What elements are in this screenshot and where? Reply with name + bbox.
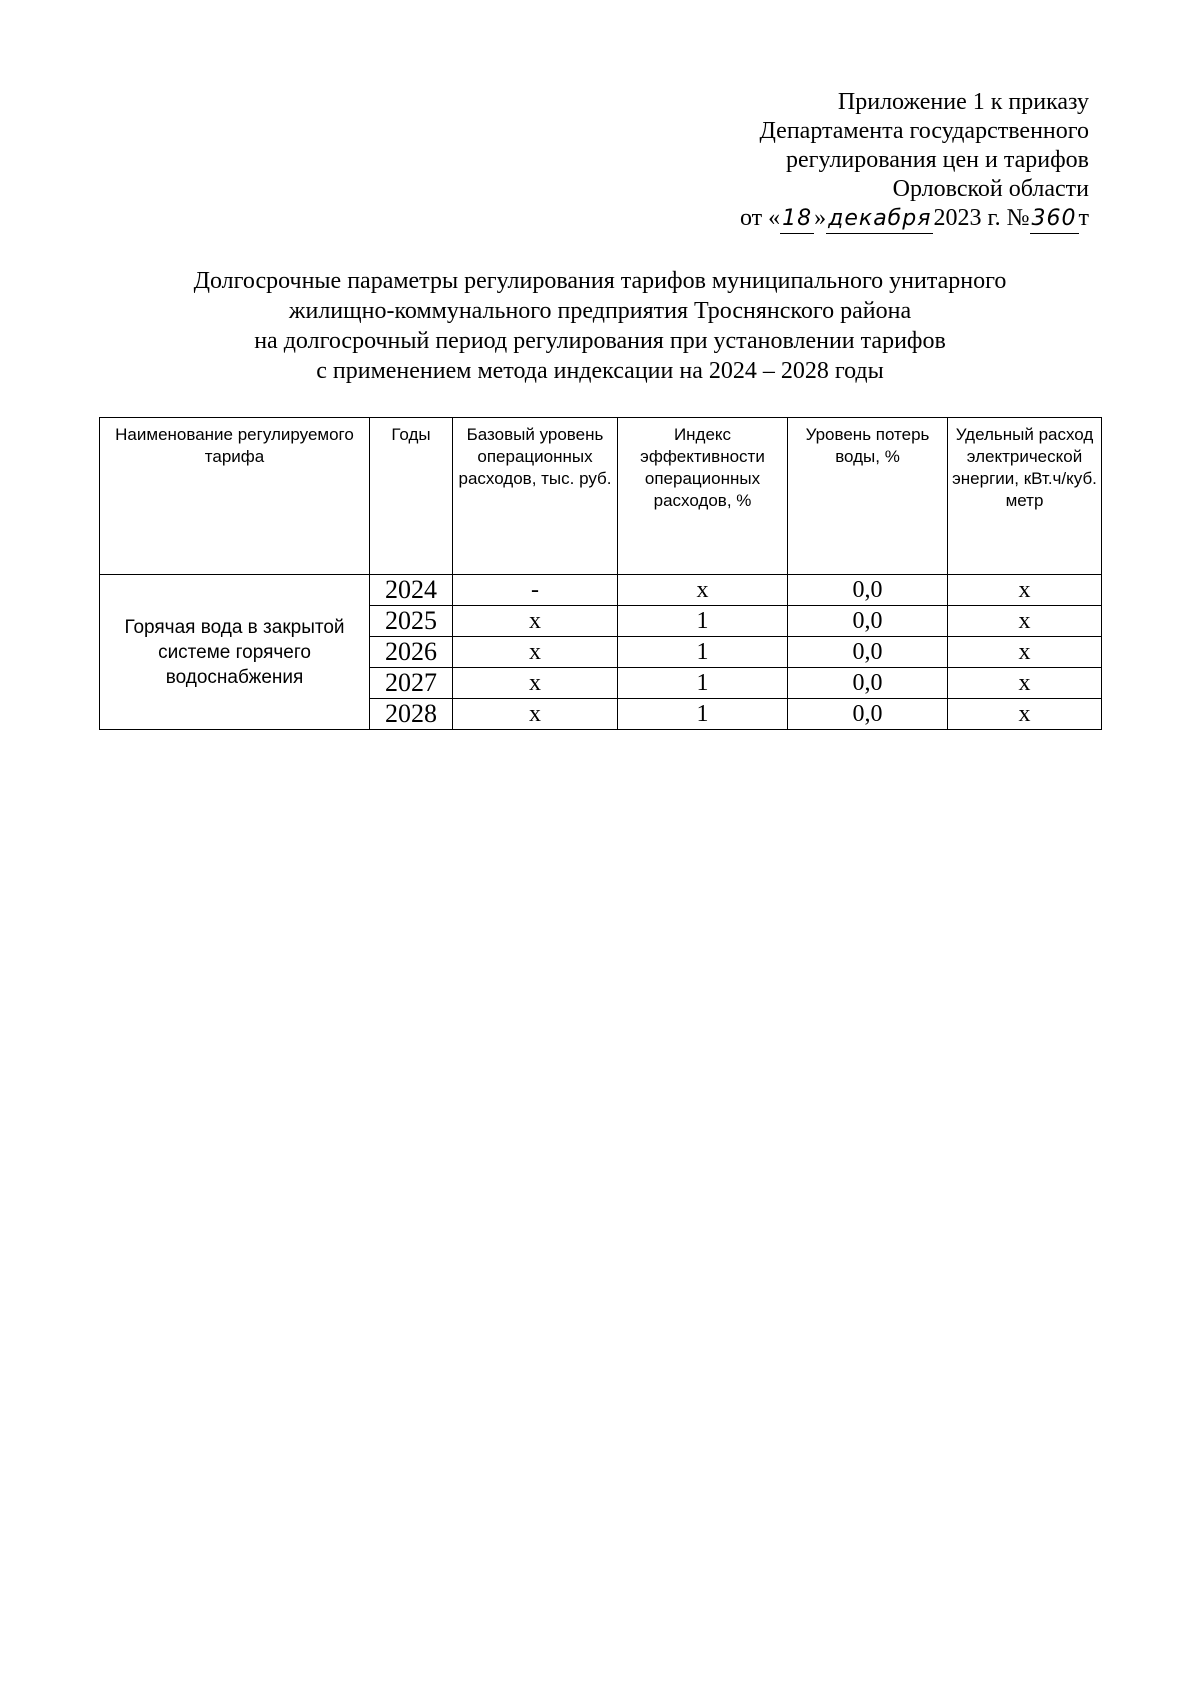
energy-consumption-cell: х bbox=[948, 606, 1102, 637]
order-number-handwritten: 360 bbox=[1030, 204, 1079, 234]
appendix-line-4: Орловской области bbox=[892, 176, 1089, 202]
parameters-table bbox=[99, 417, 1102, 730]
year-cell: 2025 bbox=[370, 606, 453, 637]
water-losses-cell: 0,0 bbox=[788, 575, 948, 606]
energy-consumption-cell: х bbox=[948, 575, 1102, 606]
year-cell: 2024 bbox=[370, 575, 453, 606]
title-line-1: Долгосрочные параметры регулирования тарифов муниципального унитарного bbox=[193, 268, 1007, 294]
header-efficiency-index: Индекс эффективности операционных расходов, % bbox=[618, 418, 788, 575]
energy-consumption-cell: х bbox=[948, 699, 1102, 730]
title-line-2: жилищно-коммунального предприятия Троснянского района bbox=[288, 298, 912, 324]
year-cell: 2027 bbox=[370, 668, 453, 699]
date-year: 2023 г. № bbox=[933, 205, 1030, 231]
document-title bbox=[100, 266, 1100, 386]
efficiency-index-cell: 1 bbox=[618, 637, 788, 668]
order-number-suffix: т bbox=[1078, 205, 1089, 231]
title-line-3: на долгосрочный период регулирования при установлении тарифов bbox=[254, 328, 946, 354]
base-opex-cell: х bbox=[453, 668, 618, 699]
date-month-handwritten: декабря bbox=[826, 204, 933, 234]
date-quote-close: » bbox=[814, 205, 827, 231]
date-day-handwritten: 18 bbox=[780, 204, 814, 234]
efficiency-index-cell: х bbox=[618, 575, 788, 606]
header-years: Годы bbox=[370, 418, 453, 575]
water-losses-cell: 0,0 bbox=[788, 699, 948, 730]
base-opex-cell: - bbox=[453, 575, 618, 606]
appendix-line-1: Приложение 1 к приказу bbox=[837, 89, 1089, 115]
energy-consumption-cell: х bbox=[948, 637, 1102, 668]
base-opex-cell: х bbox=[453, 637, 618, 668]
year-cell: 2026 bbox=[370, 637, 453, 668]
table-header-row bbox=[100, 418, 1102, 575]
appendix-line-3: регулирования цен и тарифов bbox=[786, 147, 1089, 173]
appendix-block bbox=[740, 88, 1089, 234]
tariff-name-cell: Горячая вода в закрытой системе горячего водоснабжения bbox=[100, 575, 370, 730]
header-tariff-name: Наименование регулируемого тарифа bbox=[100, 418, 370, 575]
efficiency-index-cell: 1 bbox=[618, 606, 788, 637]
efficiency-index-cell: 1 bbox=[618, 699, 788, 730]
energy-consumption-cell: х bbox=[948, 668, 1102, 699]
header-water-losses: Уровень потерь воды, % bbox=[788, 418, 948, 575]
header-energy-consumption: Удельный расход электрической энергии, кВт.ч/куб. метр bbox=[948, 418, 1102, 575]
date-prefix: от « bbox=[739, 205, 781, 231]
header-base-opex: Базовый уровень операционных расходов, тыс. руб. bbox=[453, 418, 618, 575]
base-opex-cell: х bbox=[453, 699, 618, 730]
water-losses-cell: 0,0 bbox=[788, 606, 948, 637]
table-row bbox=[100, 575, 1102, 606]
efficiency-index-cell: 1 bbox=[618, 668, 788, 699]
title-line-4: с применением метода индексации на 2024 – 2028 годы bbox=[316, 358, 884, 384]
base-opex-cell: х bbox=[453, 606, 618, 637]
water-losses-cell: 0,0 bbox=[788, 668, 948, 699]
year-cell: 2028 bbox=[370, 699, 453, 730]
water-losses-cell: 0,0 bbox=[788, 637, 948, 668]
appendix-line-2: Департамента государственного bbox=[759, 118, 1089, 144]
appendix-date-line bbox=[740, 204, 1089, 234]
